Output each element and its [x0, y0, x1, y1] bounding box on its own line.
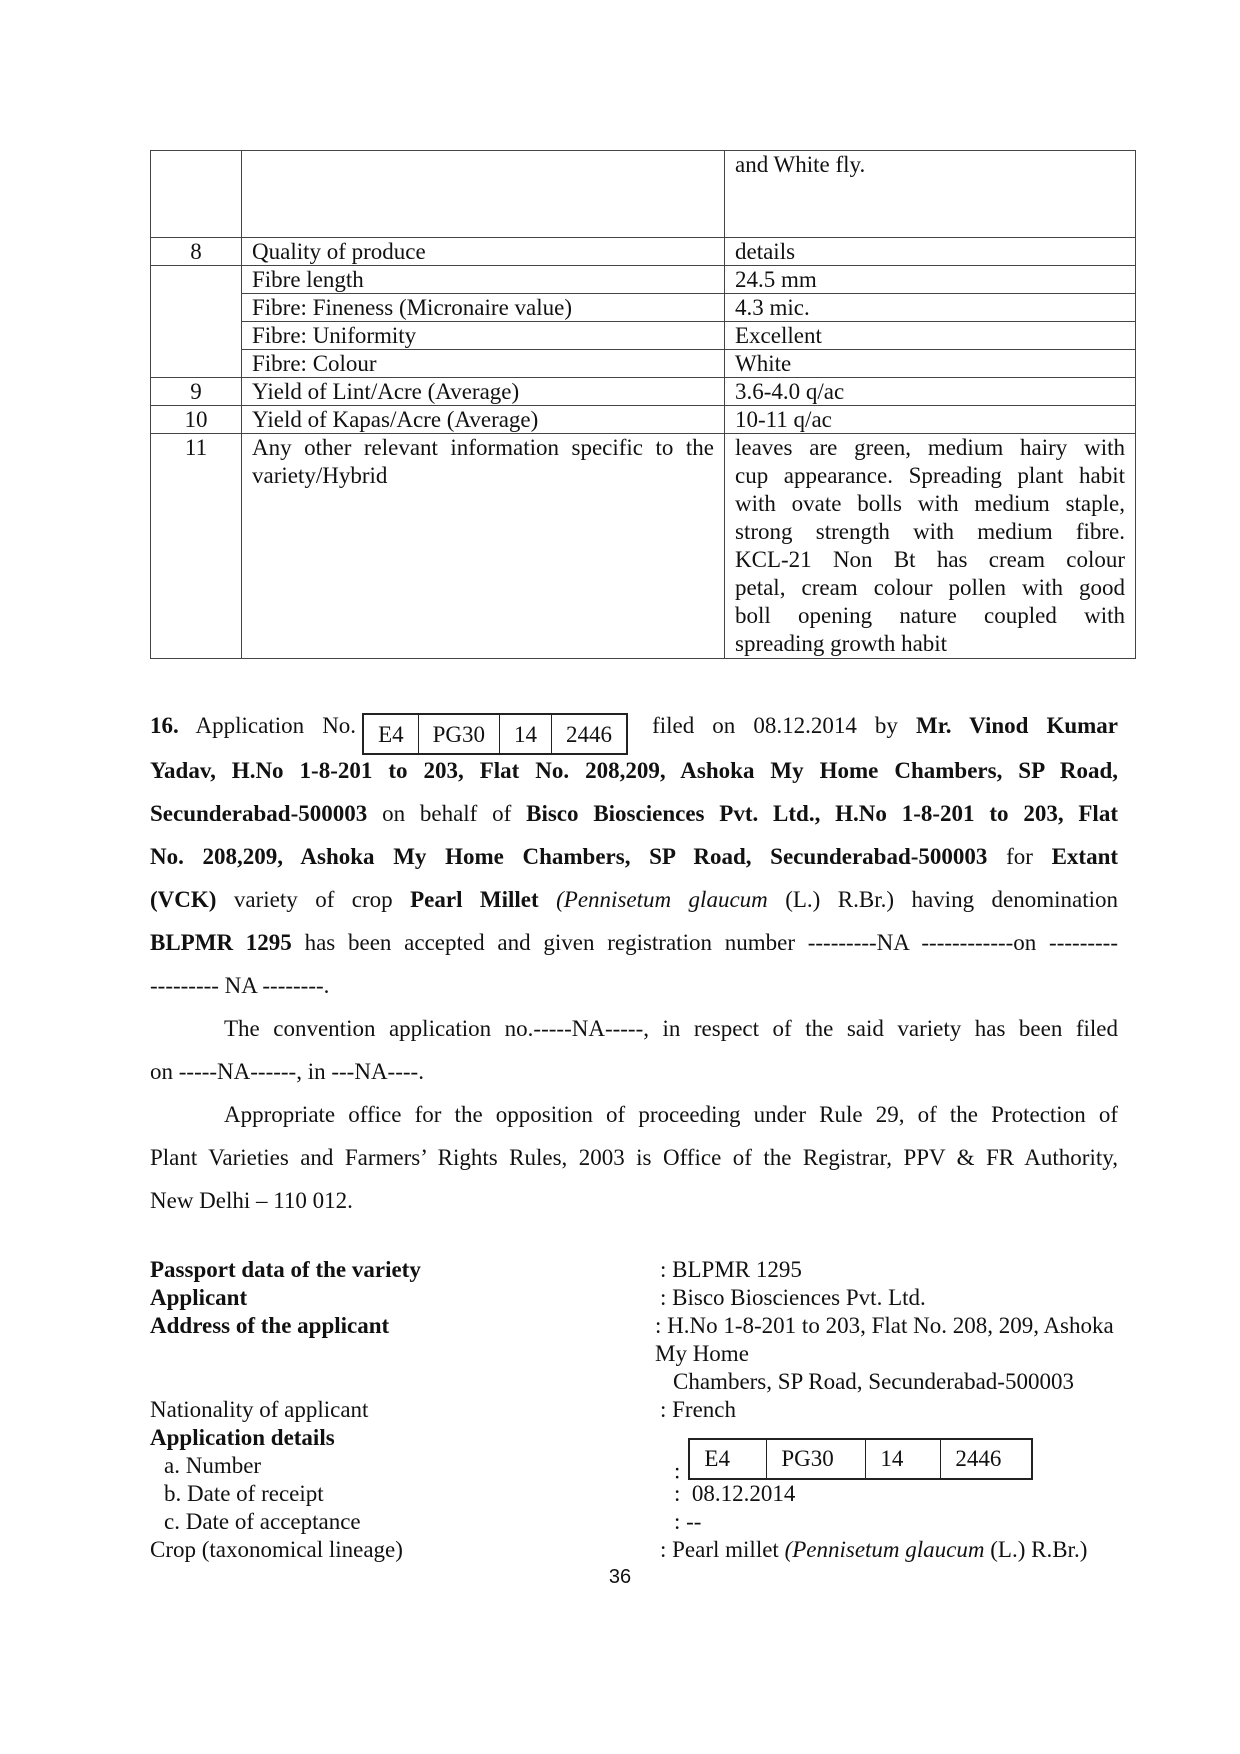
address-label: Address of the applicant	[150, 1313, 390, 1338]
address-line: Chambers, SP Road, Secunderabad-500003	[673, 1369, 1074, 1394]
row-value: 3.6-4.0 q/ac	[725, 378, 1136, 406]
colon: :	[674, 1458, 681, 1484]
text-plain: has been accepted and given registration number ---------NA ------------on ---------	[304, 929, 1118, 955]
variety-label: Passport data of the variety	[150, 1257, 421, 1282]
application-number-box	[688, 1438, 1033, 1480]
row-value: 10-11 q/ac	[725, 406, 1136, 434]
para-line	[150, 835, 1118, 878]
receipt-value: : 08.12.2014	[674, 1481, 796, 1506]
table-row	[151, 294, 1136, 322]
row-number: 9	[151, 378, 242, 406]
row-value: Excellent	[725, 322, 1136, 350]
crop-value	[510, 1536, 1140, 1564]
nationality-value: : French	[660, 1397, 737, 1422]
table-row	[151, 151, 1136, 238]
para-line	[150, 704, 1118, 749]
value-line: cup appearance. Spreading plant habit	[735, 463, 1125, 488]
table-row	[151, 266, 1136, 294]
row-value	[725, 434, 1136, 659]
app-no-part: 14	[500, 715, 552, 753]
details-label: Application details	[150, 1425, 335, 1450]
denomination: BLPMR 1295	[150, 929, 292, 955]
row-value: details	[725, 238, 1136, 266]
office-text: Appropriate office for the opposition of proceeding under Rule 29, of the Protection of	[224, 1101, 1118, 1127]
row-parameter: Fibre: Uniformity	[242, 322, 725, 350]
acceptance-label: c. Date of acceptance	[164, 1509, 361, 1534]
app-no-part: PG30	[419, 715, 500, 753]
row-value: White	[725, 350, 1136, 378]
passport-row	[150, 1284, 1140, 1312]
section-16-paragraph	[150, 704, 1118, 1222]
receipt-label: b. Date of receipt	[164, 1481, 324, 1506]
row-parameter: Fibre length	[242, 266, 725, 294]
app-no-part: E4	[364, 715, 419, 753]
text-bold: Secunderabad-500003	[150, 800, 368, 826]
applicant-value: : Bisco Biosciences Pvt. Ltd.	[660, 1285, 926, 1310]
address-value	[510, 1312, 1140, 1396]
value-line: leaves are green, medium hairy with	[735, 435, 1125, 460]
value-line: strong strength with medium fibre.	[735, 519, 1125, 544]
nationality-label: Nationality of applicant	[150, 1397, 369, 1422]
table-row	[151, 378, 1136, 406]
section-number: 16.	[150, 713, 179, 738]
passport-row	[150, 1396, 1140, 1424]
row-parameter	[242, 151, 725, 238]
crop-authority: (L.) R.Br.)	[990, 1537, 1088, 1562]
row-parameter: Yield of Lint/Acre (Average)	[242, 378, 725, 406]
row-value: 24.5 mm	[725, 266, 1136, 294]
passport-row	[150, 1508, 1140, 1536]
passport-row	[150, 1312, 1140, 1396]
text-plain: on behalf of	[382, 800, 512, 826]
text-bold: (VCK)	[150, 886, 217, 912]
param-line: variety/Hybrid	[252, 463, 388, 488]
filed-text: filed on 08.12.2014 by	[652, 713, 898, 738]
para-line	[150, 1007, 1118, 1050]
app-no-part: 2446	[955, 1446, 1002, 1471]
table-row	[151, 406, 1136, 434]
number-label: a. Number	[164, 1453, 262, 1478]
row-parameter: Fibre: Colour	[242, 350, 725, 378]
table-row	[151, 322, 1136, 350]
value-line: petal, cream colour pollen with good	[735, 575, 1125, 600]
table-row	[151, 238, 1136, 266]
text-bold: Extant	[1051, 843, 1119, 869]
para-line	[150, 921, 1118, 964]
para-line: Plant Varieties and Farmers’ Rights Rules, 2003 is Office of the Registrar, PPV & FR Authority,	[150, 1144, 1118, 1170]
application-number-box	[362, 713, 628, 755]
app-label: Application No.	[195, 713, 357, 738]
para-line: New Delhi – 110 012.	[150, 1187, 353, 1213]
para-line	[150, 878, 1118, 921]
value-line: boll opening nature coupled with	[735, 603, 1125, 628]
variety-value: : BLPMR 1295	[660, 1257, 802, 1282]
scientific-name: (Pennisetum glaucum	[556, 886, 768, 912]
applicant-label: Applicant	[150, 1285, 248, 1310]
para-line: --------- NA --------.	[150, 972, 330, 998]
address-line: : H.No 1-8-201 to 203, Flat No. 208, 209, Ashoka My Home	[655, 1313, 1114, 1366]
acceptance-value: : --	[674, 1509, 702, 1534]
row-number	[151, 151, 242, 238]
app-no-part: 2446	[566, 721, 613, 747]
row-number: 8	[151, 238, 242, 266]
row-value: and White fly.	[725, 151, 1136, 238]
param-line: Any other relevant information specific to the	[252, 435, 714, 460]
row-parameter	[242, 434, 725, 659]
passport-row	[150, 1480, 1140, 1508]
para-line: Yadav, H.No 1-8-201 to 203, Flat No. 208,209, Ashoka My Home Chambers, SP Road,	[150, 757, 1118, 783]
convention-text: The convention application no.-----NA-----, in respect of the said variety has been filed	[224, 1015, 1118, 1041]
value-line: KCL-21 Non Bt has cream colour	[735, 547, 1125, 572]
row-parameter: Yield of Kapas/Acre (Average)	[242, 406, 725, 434]
value-line: spreading growth habit	[735, 631, 948, 656]
table-row	[151, 434, 1136, 659]
row-value: 4.3 mic.	[725, 294, 1136, 322]
crop-common-name: : Pearl millet	[660, 1537, 779, 1562]
passport-row	[150, 1256, 1140, 1284]
page-number: 36	[608, 1566, 632, 1588]
passport-row	[150, 1536, 1140, 1564]
row-number: 10	[151, 406, 242, 434]
para-line	[150, 792, 1118, 835]
crop-name: Pearl Millet	[410, 886, 539, 912]
passport-data	[150, 1256, 1140, 1564]
value-line: with ovate bolls with medium staple,	[735, 491, 1125, 516]
text-plain: (L.) R.Br.) having denomination	[785, 886, 1118, 912]
para-line	[150, 1093, 1118, 1136]
text-bold: No. 208,209, Ashoka My Home Chambers, SP Road, Secunderabad-500003	[150, 843, 988, 869]
app-no-part: 14	[866, 1440, 941, 1478]
row-parameter: Quality of produce	[242, 238, 725, 266]
crop-scientific-name: (Pennisetum glaucum	[784, 1537, 985, 1562]
row-parameter: Fibre: Fineness (Micronaire value)	[242, 294, 725, 322]
row-number: 11	[151, 434, 242, 659]
passport-row	[150, 1446, 1140, 1484]
text-bold: Bisco Biosciences Pvt. Ltd., H.No 1-8-201 to 203, Flat	[526, 800, 1118, 826]
text-plain: variety of crop	[233, 886, 393, 912]
crop-label: Crop (taxonomical lineage)	[150, 1537, 403, 1562]
characteristics-table	[150, 150, 1136, 659]
table-row	[151, 350, 1136, 378]
number-value	[524, 1446, 1140, 1484]
text-plain: for	[1006, 843, 1033, 869]
row-number	[151, 266, 242, 378]
applicant-name: Mr. Vinod Kumar	[915, 713, 1119, 738]
para-line: on -----NA------, in ---NA----.	[150, 1058, 424, 1084]
app-no-part: PG30	[767, 1440, 866, 1478]
app-no-part: E4	[690, 1440, 767, 1478]
